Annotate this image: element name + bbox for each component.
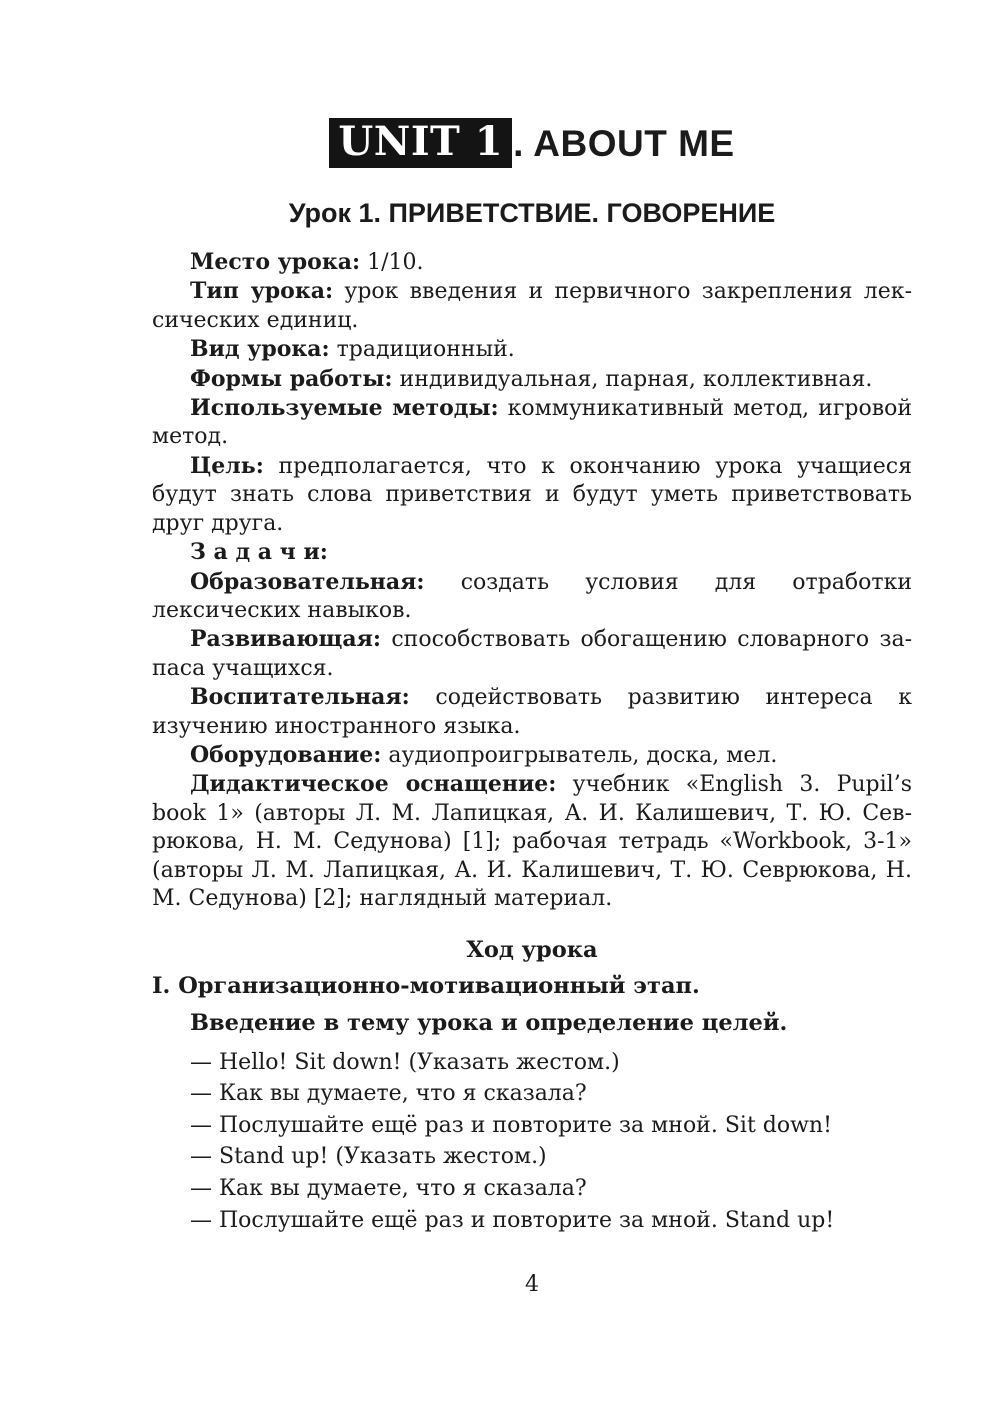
meta-label: Цель: [190, 452, 264, 479]
dialogue-line: — Послушайте ещё раз и повторите за мной. Stand up! [190, 1207, 835, 1233]
meta-value: учебник «English 3. Pupil’s book 1» (авторы Л. М. Лапицкая, А. И. Калишевич, Т. Ю. Севрюкова, Н. М. Седунова) [1]; рабочая тетрадь «Workbook, 3-1» (авторы Л. М. Лапицкая, А. И. Калишевич, Т. Ю. Севрюкова, Н. М. Седунова) [2]; наглядный материал. [152, 772, 912, 911]
meta-paragraph-equipment [152, 741, 912, 770]
meta-label: Формы работы: [190, 365, 393, 392]
meta-paragraph-tasks [152, 538, 912, 567]
meta-label: Воспитательная: [190, 684, 410, 711]
meta-paragraph-type [152, 277, 912, 335]
unit-number-badge: UNIT 1 [329, 118, 512, 168]
page-content [152, 118, 912, 1236]
lesson-title: Урок 1. ПРИВЕТСТВИЕ. ГОВОРЕНИЕ [288, 198, 776, 228]
meta-value: способствовать обогащению словарного запаса учащихся. [152, 627, 912, 681]
meta-paragraph-didactic [152, 770, 912, 913]
meta-value: аудиопроигрыватель, доска, мел. [381, 742, 778, 768]
meta-value: традиционный. [329, 337, 515, 363]
meta-paragraph-forms [152, 365, 912, 394]
meta-value: индивидуальная, парная, коллективная. [392, 366, 873, 392]
meta-value: 1/10. [360, 250, 424, 276]
meta-value: урок введения и первичного закрепления лексических единиц. [152, 279, 912, 333]
meta-value: создать условия для отработки лексических навыков. [152, 569, 912, 623]
dialogue-line: — Послушайте ещё раз и повторите за мной. Sit down! [190, 1112, 832, 1138]
meta-label: Место урока: [190, 249, 361, 276]
meta-label: Образовательная: [190, 568, 425, 595]
meta-paragraph-developmental [152, 625, 912, 683]
meta-paragraph-place [152, 248, 912, 277]
meta-label: Развивающая: [190, 626, 381, 653]
meta-paragraph-methods [152, 394, 912, 452]
dialogue-line: — Hello! Sit down! (Указать жестом.) [190, 1049, 620, 1075]
stage-title: I. Организационно-мотивационный этап. [152, 972, 700, 999]
lesson-flow-heading: Ход урока [466, 937, 598, 964]
meta-label: Используемые методы: [190, 395, 499, 422]
meta-paragraph-kind [152, 335, 912, 364]
page-number: 4 [525, 1272, 539, 1297]
meta-value: предполагается, что к окончанию урока учащиеся будут знать слова приветствия и будут уметь приветствовать друг друга. [152, 453, 912, 536]
dialogue-line: — Как вы думаете, что я сказала? [190, 1081, 587, 1107]
meta-label: Вид урока: [190, 336, 330, 363]
dialogue-line: — Как вы думаете, что я сказала? [190, 1175, 587, 1201]
meta-paragraph-goal [152, 452, 912, 538]
unit-header [152, 118, 912, 168]
meta-label: Оборудование: [190, 741, 382, 768]
meta-paragraph-educational [152, 568, 912, 626]
stage-subtitle: Введение в тему урока и определение целей. [190, 1010, 788, 1037]
meta-value: коммуникативный метод, игровой метод. [152, 396, 912, 450]
meta-label: Тип урока: [190, 278, 334, 305]
meta-paragraph-upbringing [152, 683, 912, 741]
meta-label: З а д а ч и: [190, 539, 328, 566]
meta-value: содействовать развитию интереса к изучению иностранного языка. [152, 685, 912, 739]
unit-title: . ABOUT ME [513, 122, 735, 164]
dialogue-line: — Stand up! (Указать жестом.) [190, 1144, 547, 1170]
dialogue-block [152, 1047, 912, 1237]
meta-label: Дидактическое оснащение: [190, 771, 557, 798]
lesson-meta [152, 248, 912, 913]
